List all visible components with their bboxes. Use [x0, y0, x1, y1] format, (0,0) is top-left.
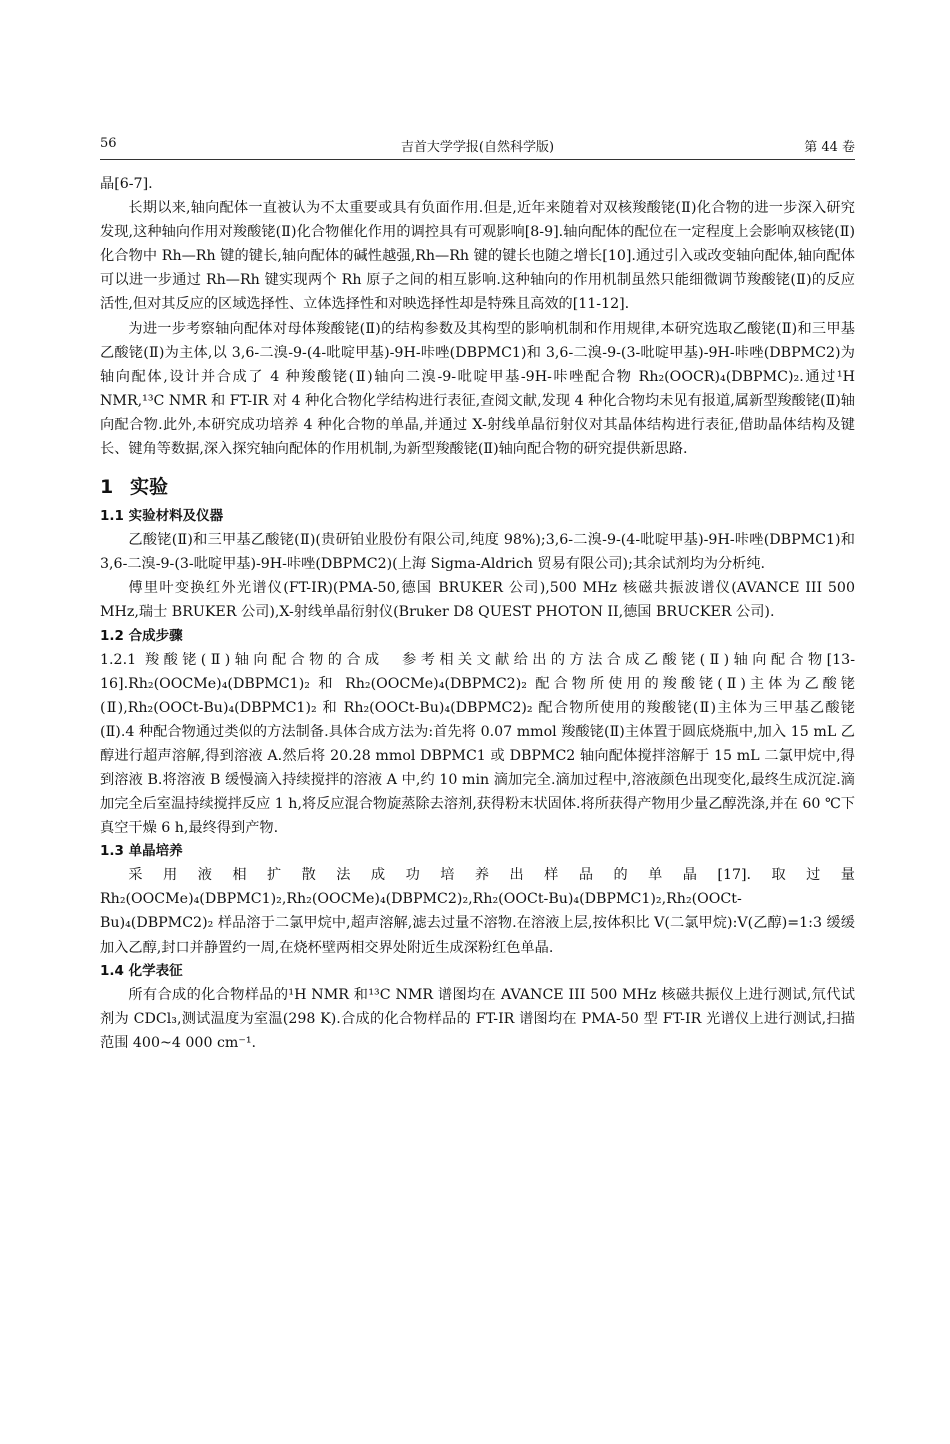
section-title: 实验 [130, 476, 169, 499]
article-body [100, 172, 855, 1055]
header-rule [100, 159, 855, 160]
running-header [100, 136, 855, 158]
paragraph-study-design: 为进一步考察轴向配体对母体羧酸铑(Ⅱ)的结构参数及其构型的影响机制和作用规律,本研究选取乙酸铑(Ⅱ)和三甲基乙酸铑(Ⅱ)为主体,以 3,6-二溴-9-(4-吡啶甲基)-9H-咔唑(DBPMC1)和 3,6-二溴-9-(3-吡啶甲基)-9H-咔唑(DBPMC2)为轴向配体,设计并合成了 4 种羧酸铑(Ⅱ)轴向二溴-9-吡啶甲基-9H-咔唑配合物 Rh₂(OOCR)₄(DBPMC)₂.通过¹H NMR,¹³C NMR 和 FT-IR 对 4 种化合物化学结构进行表征,查阅文献,发现 4 种化合物均未见有报道,属新型羧酸铑(Ⅱ)轴向配合物.此外,本研究成功培养 4 种化合物的单晶,并通过 X-射线单晶衍射仪对其晶体结构进行表征,借助晶体结构及键长、键角等数据,深入探究轴向配体的作用机制,为新型羧酸铑(Ⅱ)轴向配合物的研究提供新思路. [100, 320, 855, 458]
paragraph-axial-ligands: 长期以来,轴向配体一直被认为不太重要或具有负面作用.但是,近年来随着对双核羧酸铑(Ⅱ)化合物的进一步深入研究发现,这种轴向作用对羧酸铑(Ⅱ)化合物催化作用的调控具有可观影响[8-9].轴向配体的配位在一定程度上会影响双核铑(Ⅱ)化合物中 Rh—Rh 键的键长,轴向配体的碱性越强,Rh—Rh 键的键长也随之增长[10].通过引入或改变轴向配体,轴向配体可以进一步通过 Rh—Rh 键实现两个 Rh 原子之间的相互影响.这种轴向的作用机制虽然只能细微调节羧酸铑(Ⅱ)的反应活性,但对其反应的区域选择性、立体选择性和对映选择性却是特殊且高效的[11-12]. [100, 200, 855, 313]
paragraph-materials: 乙酸铑(Ⅱ)和三甲基乙酸铑(Ⅱ)(贵研铂业股份有限公司,纯度 98%);3,6-二溴-9-(4-吡啶甲基)-9H-咔唑(DBPMC1)和 3,6-二溴-9-(3-吡啶甲基)-9H-咔唑(DBPMC2)(上海 Sigma-Aldrich 贸易有限公司);其余试剂均为分析纯. [100, 532, 855, 573]
paragraph-continuation: 晶[6-7]. [100, 176, 153, 192]
subsection-characterization-heading: 1.4 化学表征 [100, 962, 183, 979]
section-number: 1 [100, 476, 114, 499]
subsection-crystal-heading: 1.3 单晶培养 [100, 843, 183, 860]
subsection-materials-heading: 1.1 实验材料及仪器 [100, 508, 224, 525]
subsection-synthesis-heading: 1.2 合成步骤 [100, 627, 183, 644]
paragraph-crystal: 采用液相扩散法成功培养出样品的单晶[17].取过量 Rh₂(OOCMe)₄(DBPMC1)₂,Rh₂(OOCMe)₄(DBPMC2)₂,Rh₂(OOCt-Bu)₄(DBPMC1)₂,Rh₂(OOCt-Bu)₄(DBPMC2)₂ 样品溶于二氯甲烷中,超声溶解,滤去过量不溶物.在溶液上层,按体积比 V(二氯甲烷):V(乙醇)=1:3 缓缓加入乙醇,封口并静置约一周,在烧杯壁两相交界处附近生成深粉红色单晶. [100, 867, 855, 956]
journal-name: 吉首大学学报(自然科学版) [400, 140, 555, 155]
page-number: 56 [100, 136, 117, 151]
section-heading-experiment [100, 475, 855, 499]
paragraph-characterization: 所有合成的化合物样品的¹H NMR 和¹³C NMR 谱图均在 AVANCE III 500 MHz 核磁共振仪上进行测试,氘代试剂为 CDCl₃,测试温度为室温(298 K).合成的化合物样品的 FT-IR 谱图均在 PMA-50 型 FT-IR 光谱仪上进行测试,扫描范围 400~4 000 cm⁻¹. [100, 986, 855, 1051]
paragraph-synthesis: 1.2.1 羧酸铑(Ⅱ)轴向配合物的合成 参考相关文献给出的方法合成乙酸铑(Ⅱ)轴向配合物[13-16].Rh₂(OOCMe)₄(DBPMC1)₂ 和 Rh₂(OOCMe)₄(DBPMC2)₂ 配合物所使用的羧酸铑(Ⅱ)主体为乙酸铑(Ⅱ),Rh₂(OOCt-Bu)₄(DBPMC1)₂ 和 Rh₂(OOCt-Bu)₄(DBPMC2)₂ 配合物所使用的羧酸铑(Ⅱ)主体为三甲基乙酸铑(Ⅱ).4 种配合物通过类似的方法制备.具体合成方法为:首先将 0.07 mmol 羧酸铑(Ⅱ)主体置于圆底烧瓶中,加入 15 mL 乙醇进行超声溶解,得到溶液 A.然后将 20.28 mmol DBPMC1 或 DBPMC2 轴向配体搅拌溶解于 15 mL 二氯甲烷中,得到溶液 B.将溶液 B 缓慢滴入持续搅拌的溶液 A 中,约 10 min 滴加完全.滴加过程中,溶液颜色出现变化,最终生成沉淀.滴加完全后室温持续搅拌反应 1 h,将反应混合物旋蒸除去溶剂,获得粉末状固体.将所获得产物用少量乙醇洗涤,并在 60 ℃下真空干燥 6 h,最终得到产物. [100, 651, 855, 837]
volume-label: 第 44 卷 [804, 140, 855, 155]
paragraph-instruments: 傅里叶变换红外光谱仪(FT-IR)(PMA-50,德国 BRUKER 公司),500 MHz 核磁共振波谱仪(AVANCE III 500 MHz,瑞士 BRUKER 公司),X-射线单晶衍射仪(Bruker D8 QUEST PHOTON II,德国 BRUCKER 公司). [100, 580, 855, 621]
